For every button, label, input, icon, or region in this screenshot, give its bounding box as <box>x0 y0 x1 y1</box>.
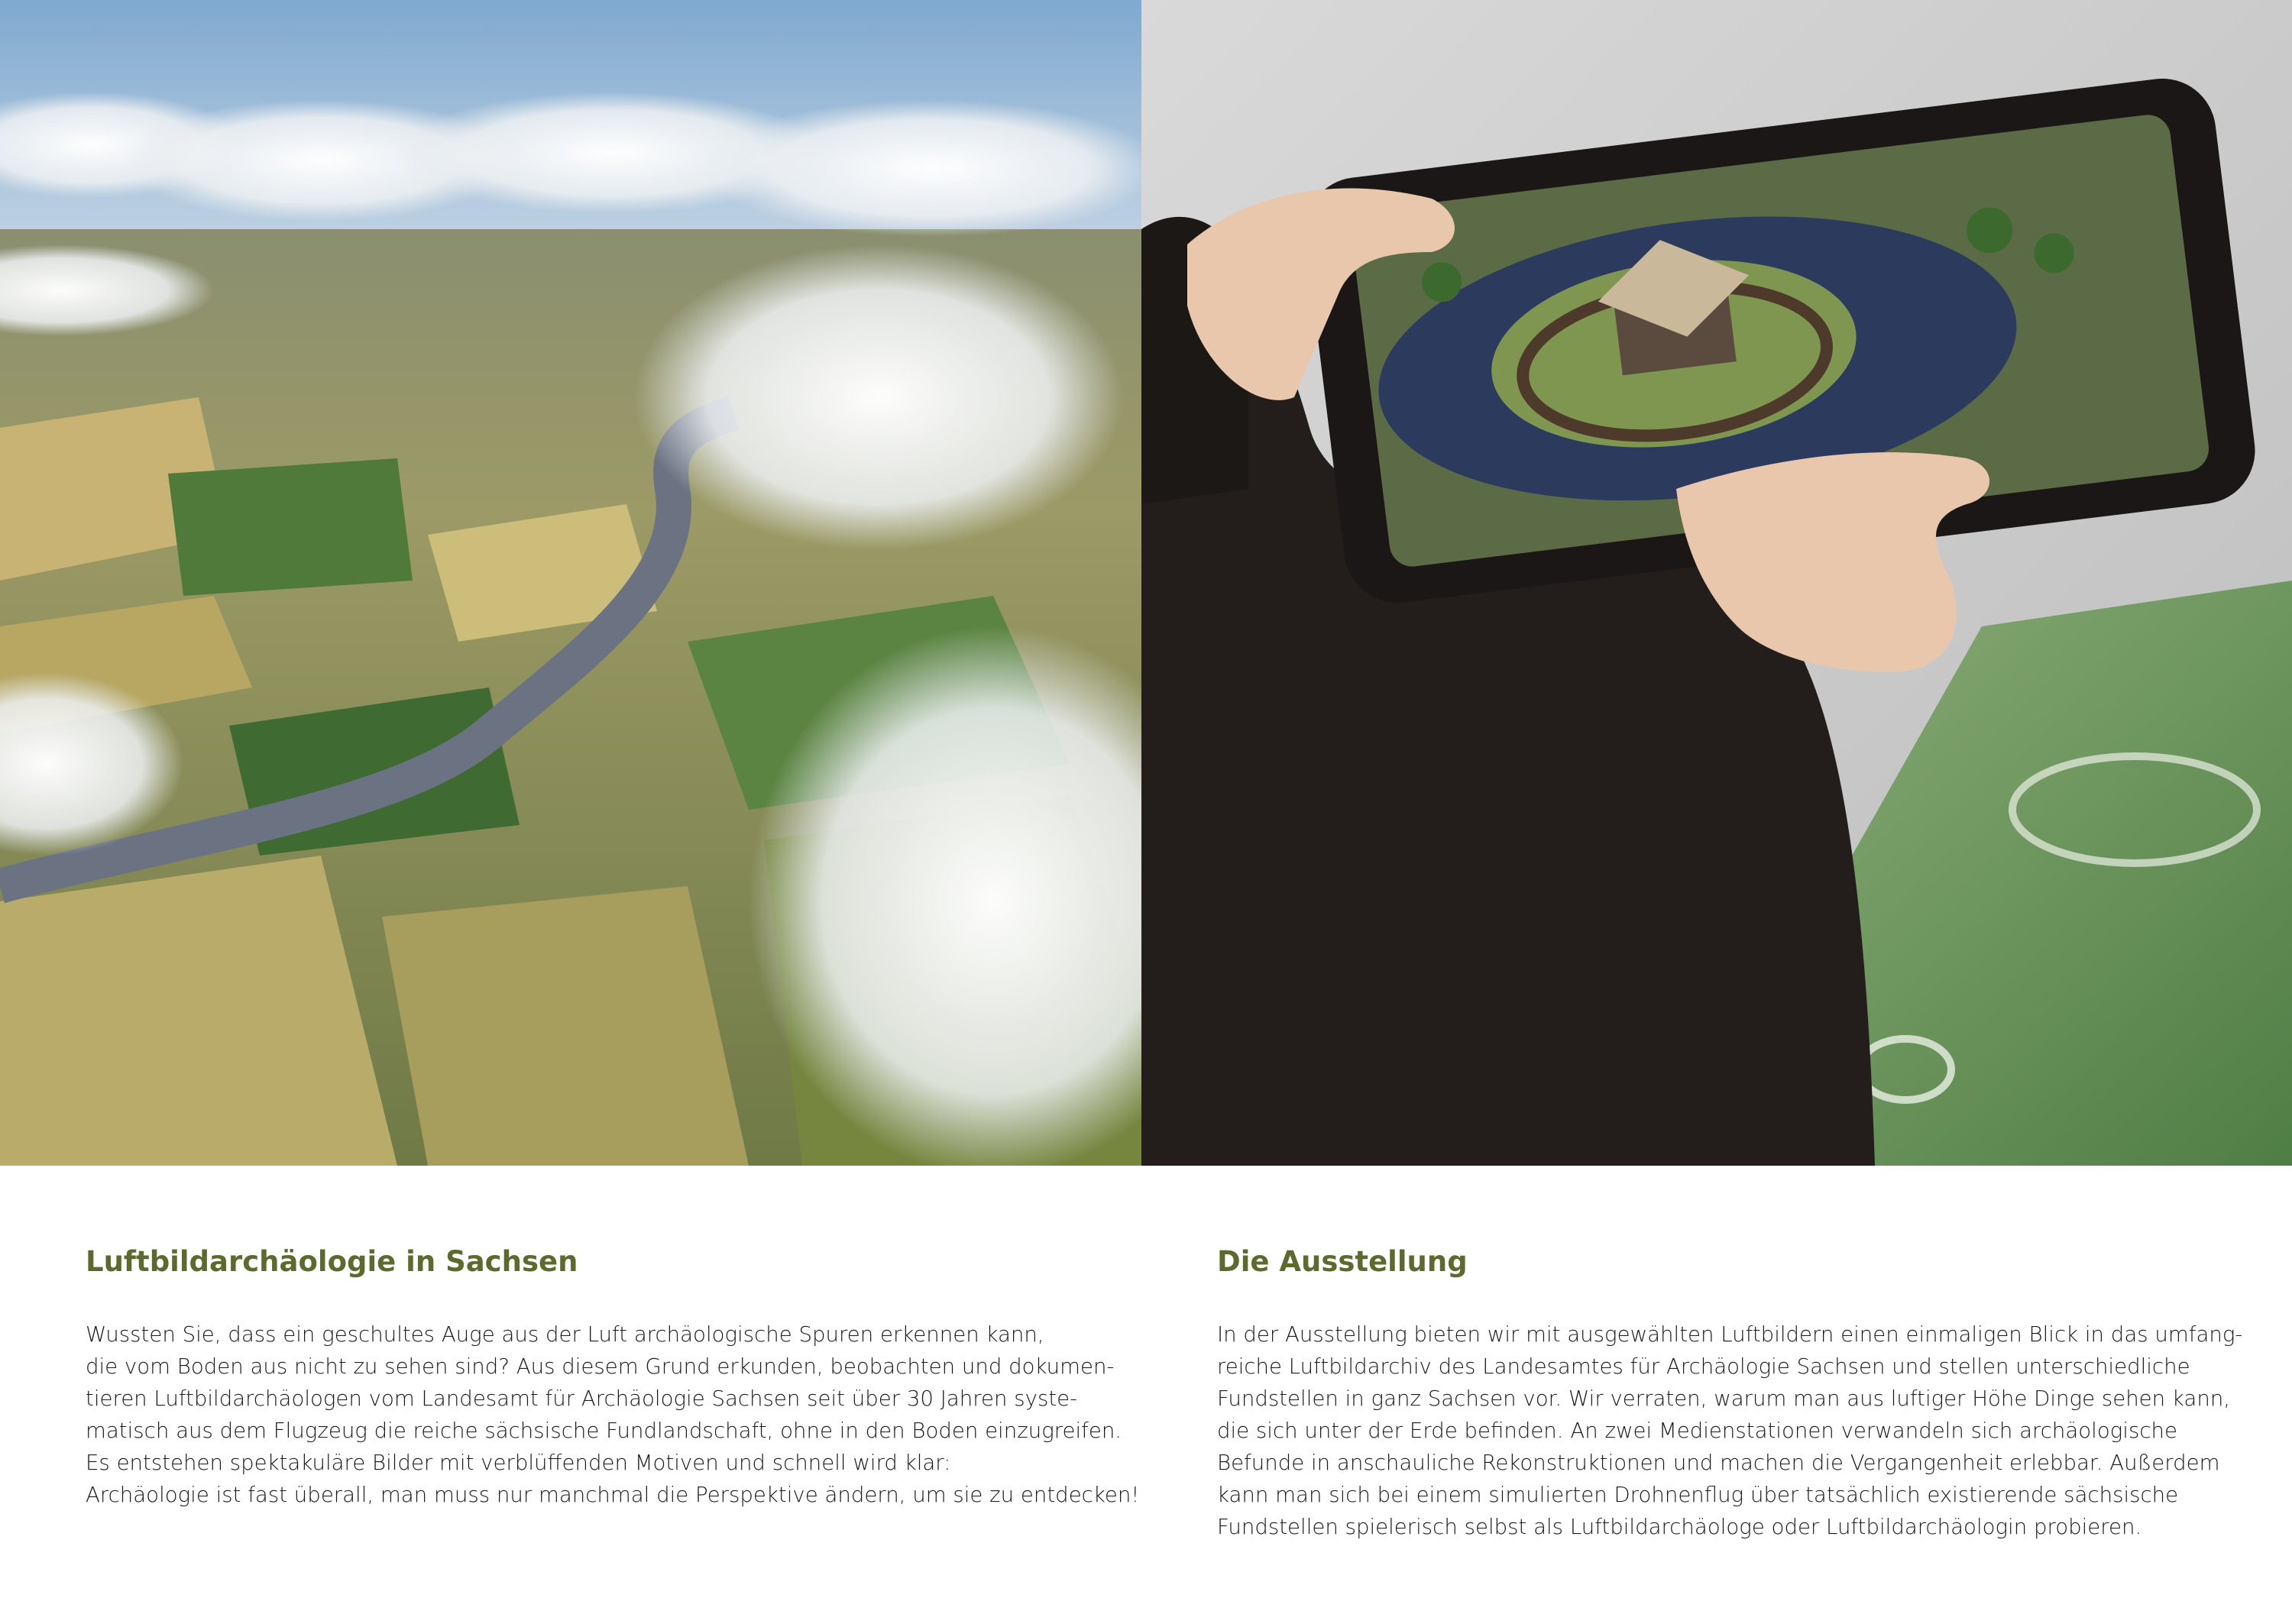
right-column <box>1217 1244 2243 1543</box>
left-line: Wussten Sie, dass ein geschultes Auge aus der Luft archäologische Spuren erkennen kann, <box>86 1322 1044 1347</box>
left-heading: Luftbildarchäologie in Sachsen <box>86 1245 578 1278</box>
right-heading: Die Ausstellung <box>1217 1245 1468 1278</box>
aerial-river-landscape-icon <box>0 0 1141 1166</box>
exhibition-photo <box>1141 0 2292 1166</box>
right-line: Befunde in anschauliche Rekonstruktionen und machen die Vergangenheit erlebbar. Außerdem <box>1217 1450 2220 1475</box>
left-paragraph <box>86 1318 1140 1511</box>
aerial-photo <box>0 0 1141 1166</box>
right-paragraph <box>1217 1318 2243 1543</box>
left-line: matisch aus dem Flugzeug die reiche sächsische Fundlandschaft, ohne in den Boden einzugreifen. <box>86 1418 1122 1443</box>
left-line: die vom Boden aus nicht zu sehen sind? Aus diesem Grund erkunden, beobachten und dokumen- <box>86 1354 1115 1379</box>
tablet-ar-reconstruction-icon <box>1141 0 2292 1166</box>
right-line: Fundstellen in ganz Sachsen vor. Wir verraten, warum man aus luftiger Höhe Dinge sehen kann, <box>1217 1386 2231 1411</box>
left-column <box>86 1244 1140 1511</box>
right-line: reiche Luftbildarchiv des Landesamtes für Archäologie Sachsen und stellen unterschiedliche <box>1217 1354 2190 1379</box>
right-line: die sich unter der Erde befinden. An zwei Medienstationen verwandeln sich archäologische <box>1217 1418 2177 1443</box>
right-line: Fundstellen spielerisch selbst als Luftbildarchäologe oder Luftbildarchäologin probieren. <box>1217 1514 2142 1539</box>
right-line: kann man sich bei einem simulierten Drohnenflug über tatsächlich existierende sächsische <box>1217 1482 2179 1507</box>
left-line: Archäologie ist fast überall, man muss nur manchmal die Perspektive ändern, um sie zu entdecken! <box>86 1482 1140 1507</box>
left-line: tieren Luftbildarchäologen vom Landesamt für Archäologie Sachsen seit über 30 Jahren syste- <box>86 1386 1078 1411</box>
left-line: Es entstehen spektakuläre Bilder mit verblüffenden Motiven und schnell wird klar: <box>86 1450 951 1475</box>
right-line: In der Ausstellung bieten wir mit ausgewählten Luftbildern einen einmaligen Blick in das umfang- <box>1217 1322 2243 1347</box>
